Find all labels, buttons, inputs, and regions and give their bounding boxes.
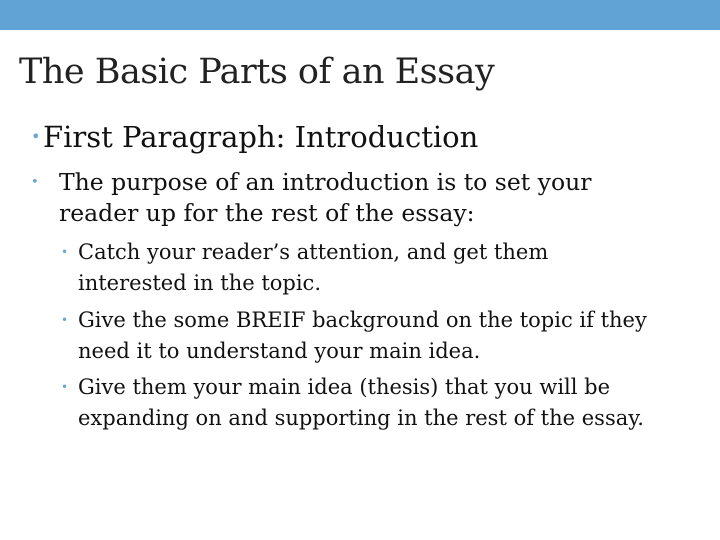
sub-bullet-text: Catch your reader’s attention, and get them interested in the topic. <box>78 240 549 295</box>
bullet-heading <box>31 117 671 157</box>
sub-bullet-background <box>61 305 661 367</box>
sub-bullet-text: Give the some BREIF background on the topic if they need it to understand your main idea. <box>78 308 647 363</box>
bullet-icon: • <box>61 245 69 259</box>
bullet-purpose <box>31 167 651 229</box>
bullet-heading-text: First Paragraph: Introduction <box>43 120 479 154</box>
bullet-purpose-text: The purpose of an introduction is to set your reader up for the rest of the essay: <box>59 168 592 227</box>
sub-bullet-thesis <box>61 372 661 434</box>
bullet-icon: • <box>61 313 69 327</box>
bullet-icon: • <box>31 175 39 190</box>
slide-title: The Basic Parts of an Essay <box>19 52 495 92</box>
bullet-icon: • <box>61 380 69 394</box>
bullet-icon: • <box>31 127 41 146</box>
sub-bullet-attention <box>61 237 661 299</box>
sub-bullet-text: Give them your main idea (thesis) that you will be expanding on and supporting in the rest of the essay. <box>78 375 644 430</box>
